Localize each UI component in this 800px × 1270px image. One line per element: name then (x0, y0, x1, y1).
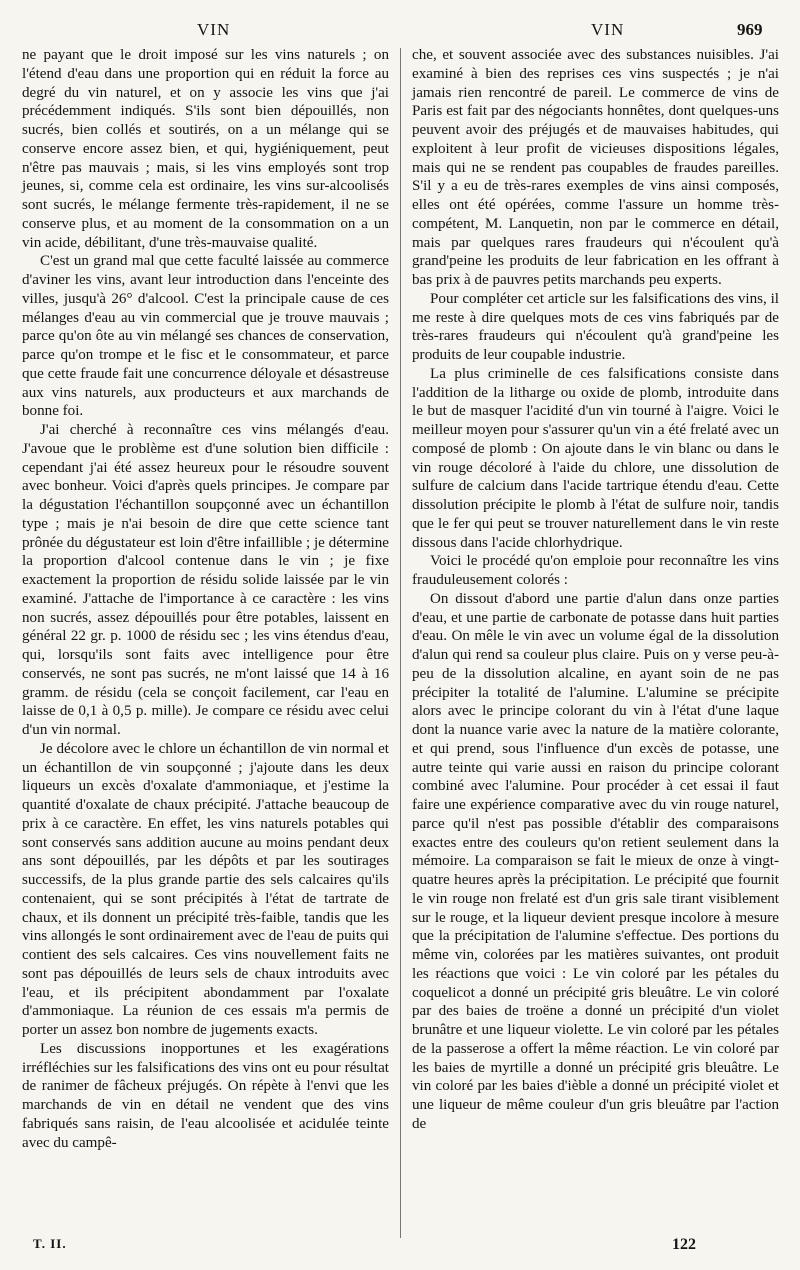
paragraph: C'est un grand mal que cette faculté laissée au commerce d'aviner les vins, avant leur introduction dans l'enceinte des villes, jusqu'à 26° d'alcool. C'est la principale cause de ces mélanges d'eau au vin commercial que je trouve mauvais ; parce qu'on ôte au vin mélangé ses chances de conservation, parce qu'on trompe et le fisc et le consommateur, et parce que cette fraude fait une concurrence déloyale et désastreuse aux vins naturels, aux producteurs et aux marchands de bonne foi. (22, 253, 389, 420)
column-divider (400, 48, 401, 1238)
paragraph: La plus criminelle de ces falsifications consiste dans l'addition de la litharge ou oxide de plomb, introduite dans le but de masquer l'acidité d'un vin tourné à l'aigre. Voici le meilleur moyen pour s'assurer qu'un vin a été frelaté avec un composé de plomb : On ajoute dans le vin blanc ou dans le vin rouge décoloré à l'aide du chlore, une dissolution de sulfure de calcium dans l'acide tartrique étendu d'eau. Cette dissolution précipite le plomb à l'état de sulfure noir, tandis que le fer qui peut se trouver naturellement dans le vin reste dissous dans l'acide chlorhydrique. (412, 365, 779, 551)
paragraph: Les discussions inopportunes et les exagérations irréfléchies sur les falsifications des vins ont eu pour résultat de ranimer de fâcheux préjugés. On répète à l'envi que les marchands de vin en détail ne vendent que des vins fabriqués sans raisin, de l'eau alcoolisée et acidulée teinte avec du campê- (22, 1040, 389, 1151)
paragraph: J'ai cherché à reconnaître ces vins mélangés d'eau. J'avoue que le problème est d'une solution bien difficile : cependant j'ai été assez heureux pour le résoudre souvent avec bonheur. Voici d'après quels principes. Je compare par la dégustation l'échantillon soupçonné avec un échantillon type ; mais je n'ai besoin de dire que cette science tant prônée du dégustateur est loin d'être infaillible ; je détermine la proportion d'alcool contenue dans le vin ; je fixe exactement la proportion de résidu solide laissée par le vin examiné. J'attache de l'importance à ce caractère : les vins non sucrés, assez dépouillés pour être potables, laissent en général 22 gr. p. 1000 de résidu sec ; les vins étendus d'eau, qui, lorsqu'ils sont faits avec intelligence pour être conservés, ne sont pas sucrés, ne m'ont laissé que 14 à 16 gramm. de résidu (cela se conçoit facilement, car l'eau en laisse de 0,1 à 0,5 p. mille). Je compare ce résidu avec celui d'un vin normal. (22, 422, 389, 738)
paragraph: ne payant que le droit imposé sur les vins naturels ; on l'étend d'eau dans une proportion qui en réduit la force au degré du vin naturel, et on y associe les vins que j'ai précédemment indiqués. S'ils sont bien dépouillés, non sucrés, bien collés et soutirés, on a un mélange qui se conserve encore assez bien, et qui, hygiéniquement, peut n'être pas mauvais ; mais, si les vins employés sont trop jeunes, si, comme cela est ordinaire, les vins sur-alcoolisés sont sucrés, le mélange fermente très-rapidement, il ne se conserve plus, et au moment de la consommation on a un vin acide, débilitant, d'une très-mauvaise qualité. (22, 47, 389, 251)
page-header (0, 20, 800, 44)
right-column (412, 46, 779, 1134)
volume-mark: T. II. (33, 1236, 67, 1251)
left-column (22, 46, 389, 1152)
page-number: 969 (737, 20, 763, 39)
running-title-right: VIN (591, 20, 625, 39)
paragraph: Pour compléter cet article sur les falsifications des vins, il me reste à dire quelques mots de ces vins fabriqués par de très-rares fraudeurs qui n'écoulent qu'à grand'peine les produits de leur coupable industrie. (412, 290, 779, 363)
paragraph: Je décolore avec le chlore un échantillon de vin normal et un échantillon de vin soupçonné ; j'ajoute dans les deux liqueurs un excès d'oxalate d'ammoniaque, et j'estime la quantité d'oxalate de chaux précipité. J'attache beaucoup de prix à ce caractère. En effet, les vins naturels potables qui sont conservés sans addition aucune au moins pendant deux ans sont dépouillés, par les dépôts et par les soutirages successifs, de la plus grande partie des sels calcaires qu'ils contenaient, qui se sont précipités à l'état de tartrate de chaux, et ils donnent un précipité très-faible, tandis que les vins allongés le sont ordinairement avec de l'eau de puits qui contient des sels calcaires. Ces vins nouvellement faits ne sont pas dépouillés de leurs sels de chaux introduits avec l'eau, et ils précipitent abondamment par l'oxalate d'ammoniaque. La réunion de ces essais m'a permis de porter un assez bon nombre de jugements exacts. (22, 740, 389, 1038)
paragraph: On dissout d'abord une partie d'alun dans onze parties d'eau, et une partie de carbonate de potasse dans huit parties d'eau. On mêle le vin avec un volume égal de la dissolution d'alun qui rend sa couleur plus claire. Puis on y verse peu-à-peu de la dissolution alcaline, en ayant soin de ne pas précipiter la totalité de l'alumine. L'alumine se précipite alors avec le principe colorant du vin à l'état d'une laque dont la nuance varie avec la nature de la matière colorante, et qui prend, sous l'influence d'un excès de potasse, une autre teinte qui varie aussi en raison du principe colorant combiné avec l'alumine. Pour procéder à cet essai il faut faire une expérience comparative avec du vin rouge naturel, parce qu'il n'est pas possible d'établir des comparaisons exactes entre des couleurs qu'on retient seulement dans la mémoire. La comparaison se fait le mieux de onze à vingt-quatre heures après la précipitation. Le précipité que fournit le vin rouge non frelaté est d'un gris sale tirant visiblement sur le rouge, et la liqueur devient presque incolore à mesure que la précipitation de l'alumine s'effectue. Des portions du même vin, colorées par les matières suivantes, ont produit les réactions que voici : Le vin coloré par les pétales du coquelicot a donné un précipité gris bleuâtre. Le vin coloré par des baies de troëne a donné un précipité d'un violet brunâtre et une liqueur violette. Le vin coloré par les pétales de la passerose a offert la même réaction. Le vin coloré par les baies de myrtille a donné un précipité gris bleuâtre. Le vin coloré par les baies d'ièble a donné un précipité violet et une liqueur de même couleur d'un gris bleuâtre par l'action de (412, 590, 779, 1132)
page-footer (0, 1236, 800, 1258)
paragraph: che, et souvent associée avec des substances nuisibles. J'ai examiné à bien des reprises ces vins suspectés ; je n'ai jamais rien rencontré de pareil. Le commerce de vins de Paris est fait par des négociants honnêtes, dont quelques-uns peuvent avoir des préjugés et de mauvaises habitudes, qui exploitent à leur profit de vicieuses dispositions légales, mais qui ne se rendent pas coupables de fraudes pareilles. S'il y a eu de très-rares exemples de vins ainsi composés, elles ont été opérées, comme l'assure un homme très-compétent, M. Lanquetin, non par le commerce en détail, mais par quelques rares fraudeurs qui n'écoulent qu'à grand'peine les produits de leur fabrication en les offrant à bas prix à de pauvres petits marchands peu experts. (412, 47, 779, 288)
running-title-left: VIN (197, 20, 231, 39)
signature-mark: 122 (672, 1236, 696, 1253)
paragraph: Voici le procédé qu'on emploie pour reconnaître les vins frauduleusement colorés : (412, 553, 779, 588)
